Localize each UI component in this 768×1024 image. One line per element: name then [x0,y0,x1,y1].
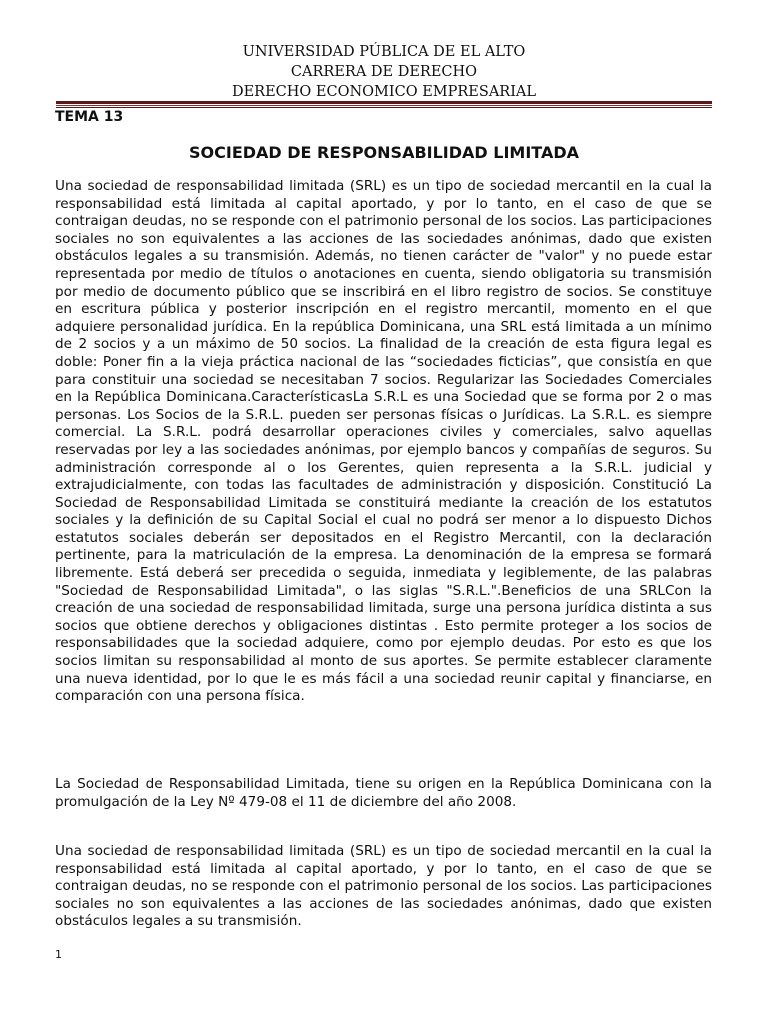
page-number: 1 [55,948,62,961]
course-name: DERECHO ECONOMICO EMPRESARIAL [231,84,537,100]
paragraph-1: Una sociedad de responsabilidad limitada (SRL) es un tipo de sociedad mercantil en la cual la responsabilidad está limitada al capital aportado, y por lo tanto, en el caso de que se contraigan deudas, no se responde con el patrimonio personal de los socios. Las participaciones sociales no son equivalentes a las acciones de las sociedades anónimas, dado que existen obstáculos legales a su transmisión. Además, no tienen carácter de "valor" y no puede estar representada por medio de títulos o anotaciones en cuenta, siendo obligatoria su transmisión por medio de documento público que se inscribirá en el libro registro de socios. Se constituye en escritura pública y posterior inscripción en el registro mercantil, momento en el que adquiere personalidad jurídica. En la república Dominicana, una SRL está limitada a un mínimo de 2 socios y a un máximo de 50 socios. La finalidad de la creación de esta figura legal es doble: Poner fin a la vieja práctica nacional de las “sociedades ficticias”, que consistía en que para constituir una sociedad se necesitaban 7 socios. Regularizar las Sociedades Comerciales en la República Dominicana.CaracterísticasLa S.R.L es una Sociedad que se forma por 2 o mas personas. Los Socios de la S.R.L. pueden ser personas físicas o Jurídicas. La S.R.L. es siempre comercial. La S.R.L. podrá desarrollar operaciones civiles y comerciales, salvo aquellas reservadas por ley a las sociedades anónimas, por ejemplo bancos y compañías de seguros. Su administración corresponde al o los Gerentes, quien representa a la S.R.L. judicial y extrajudicialmente, con todas las facultades de administración y disposición. Constitució La Sociedad de Responsabilidad Limitada se constituirá mediante la creación de los estatutos sociales y la definición de su Capital Social el cual no podrá ser menor a lo dispuesto Dichos estatutos sociales deberán ser depositados en el Registro Mercantil, con la declaración pertinente, para la matriculación de la empresa. La denominación de la empresa se formará libremente. Está deberá ser precedida o seguida, inmediata y legiblemente, de las palabras "Sociedad de Responsabilidad Limitada", o las siglas "S.R.L.".Beneficios de una SRLCon la creación de una sociedad de responsabilidad limitada, surge una persona jurídica distinta a sus socios que obtiene derechos y obligaciones distintas . Esto permite proteger a los socios de responsabilidades que la sociedad adquiere, como por ejemplo deudas. Por esto es que los socios limitan su responsabilidad al monto de sus aportes. Se permite establecer claramente una nueva identidad, por lo que le es más fácil a una sociedad reunir capital y financiarse, en comparación con una persona física. [55,178,713,705]
header-rule-thin [56,107,712,108]
university-name: UNIVERSIDAD PÚBLICA DE EL ALTO [242,44,526,60]
topic-label: TEMA 13 [55,109,124,125]
document-title: SOCIEDAD DE RESPONSABILIDAD LIMITADA [189,143,579,162]
career-name: CARRERA DE DERECHO [290,64,478,80]
paragraph-2: La Sociedad de Responsabilidad Limitada, tiene su origen en la República Dominicana con la promulgación de la Ley Nº 479-08 el 11 de diciembre del año 2008. [55,776,712,810]
header-rule-middle [56,105,712,106]
paragraph-3: Una sociedad de responsabilidad limitada (SRL) es un tipo de sociedad mercantil en la cual la responsabilidad está limitada al capital aportado, y por lo tanto, en el caso de que se contraigan deudas, no se responde con el patrimonio personal de los socios. Las participaciones sociales no son equivalentes a las acciones de las sociedades anónimas, dado que existen obstáculos legales a su transmisión. [55,843,713,930]
document-header [0,42,768,102]
header-rule-thick [56,101,712,104]
